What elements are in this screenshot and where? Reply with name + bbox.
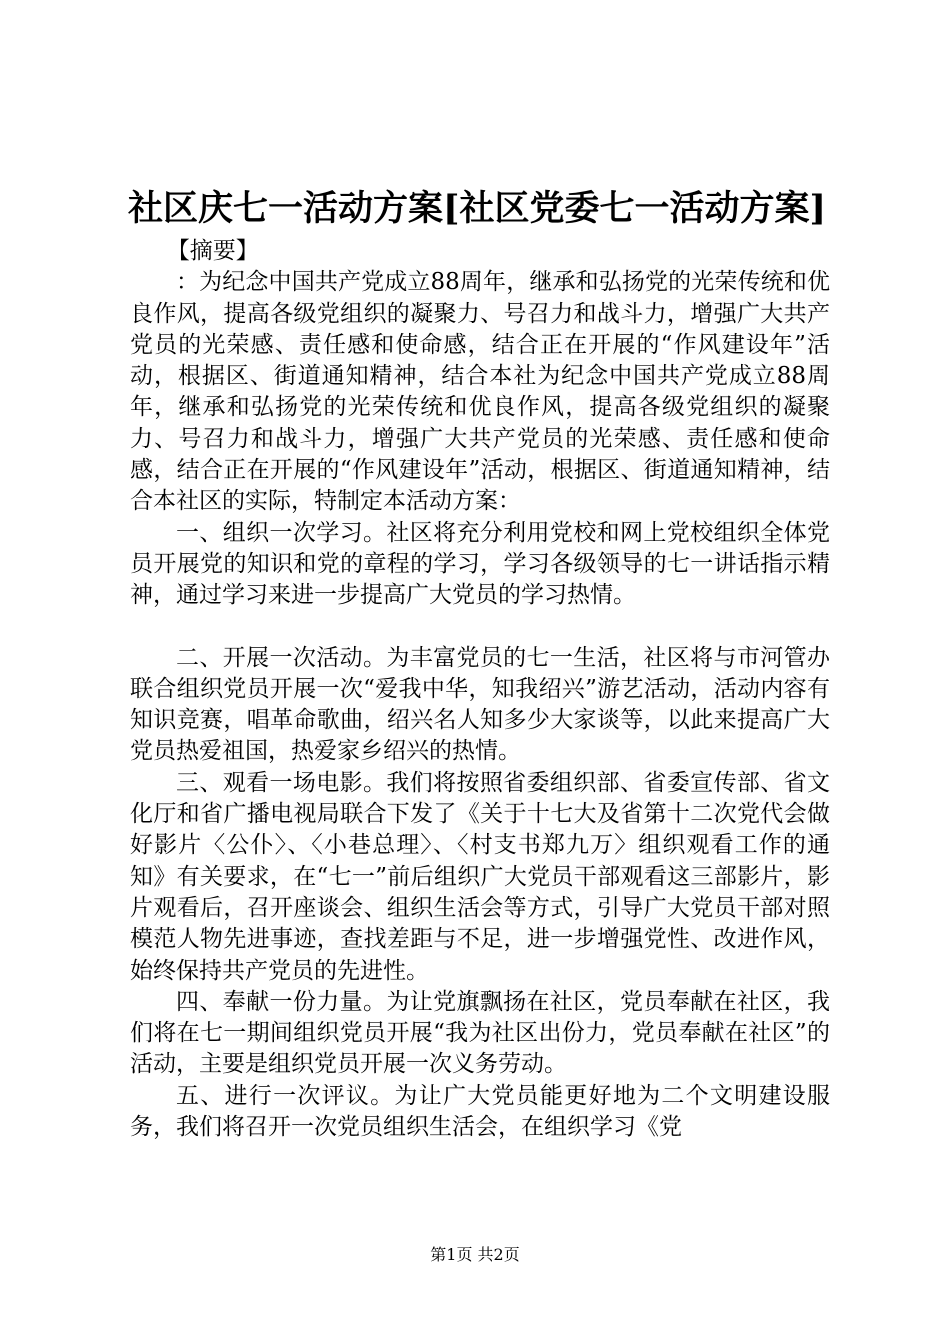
paragraph-item-5: 五、进行一次评议。为让广大党员能更好地为二个文明建设服务，我们将召开一次党员组织生活会，在组织学习《党 — [130, 1082, 830, 1141]
abstract-label: 【摘要】 — [166, 238, 259, 264]
paragraph-spacer — [130, 612, 830, 643]
page-number-footer: 第1页 共2页 — [430, 1245, 520, 1264]
paragraph-item-3: 三、观看一场电影。我们将按照省委组织部、省委宣传部、省文化厅和省广播电视局联合下发了《关于十七大及省第十二次党代会做好影片〈公仆〉、〈小巷总理〉、〈村支书郑九万〉组织观看工作的通知》有关要求，在“七一”前后组织广大党员干部观看这三部影片，影片观看后，召开座谈会、组织生活会等方式，引导广大党员干部对照模范人物先进事迹，查找差距与不足，进一步增强党性、改进作风，始终保持共产党员的先进性。 — [130, 769, 830, 984]
document-body — [130, 236, 830, 1143]
document-title: 社区庆七一活动方案[社区党委七一活动方案] — [128, 188, 827, 229]
paragraph-item-4: 四、奉献一份力量。为让党旗飘扬在社区，党员奉献在社区，我们将在七一期间组织党员开展“我为社区出份力，党员奉献在社区”的活动，主要是组织党员开展一次义务劳动。 — [130, 988, 830, 1078]
paragraph-item-1: 一、组织一次学习。社区将充分利用党校和网上党校组织全体党员开展党的知识和党的章程的学习，学习各级领导的七一讲话指示精神，通过学习来进一步提高广大党员的学习热情。 — [130, 519, 830, 609]
paragraph-item-2: 二、开展一次活动。为丰富党员的七一生活，社区将与市河管办联合组织党员开展一次“爱我中华，知我绍兴”游艺活动，活动内容有知识竞赛，唱革命歌曲，绍兴名人知多少大家谈等，以此来提高广大党员热爱祖国，热爱家乡绍兴的热情。 — [130, 644, 830, 765]
paragraph-intro: ：为纪念中国共产党成立88周年，继承和弘扬党的光荣传统和优良作风，提高各级党组织的凝聚力、号召力和战斗力，增强广大共产党员的光荣感、责任感和使命感，结合正在开展的“作风建设年”活动，根据区、街道通知精神，结合本社为纪念中国共产党成立88周年，继承和弘扬党的光荣传统和优良作风，提高各级党组织的凝聚力、号召力和战斗力，增强广大共产党员的光荣感、责任感和使命感，结合正在开展的“作风建设年”活动，根据区、街道通知精神，结合本社区的实际，特制定本活动方案： — [130, 269, 830, 515]
